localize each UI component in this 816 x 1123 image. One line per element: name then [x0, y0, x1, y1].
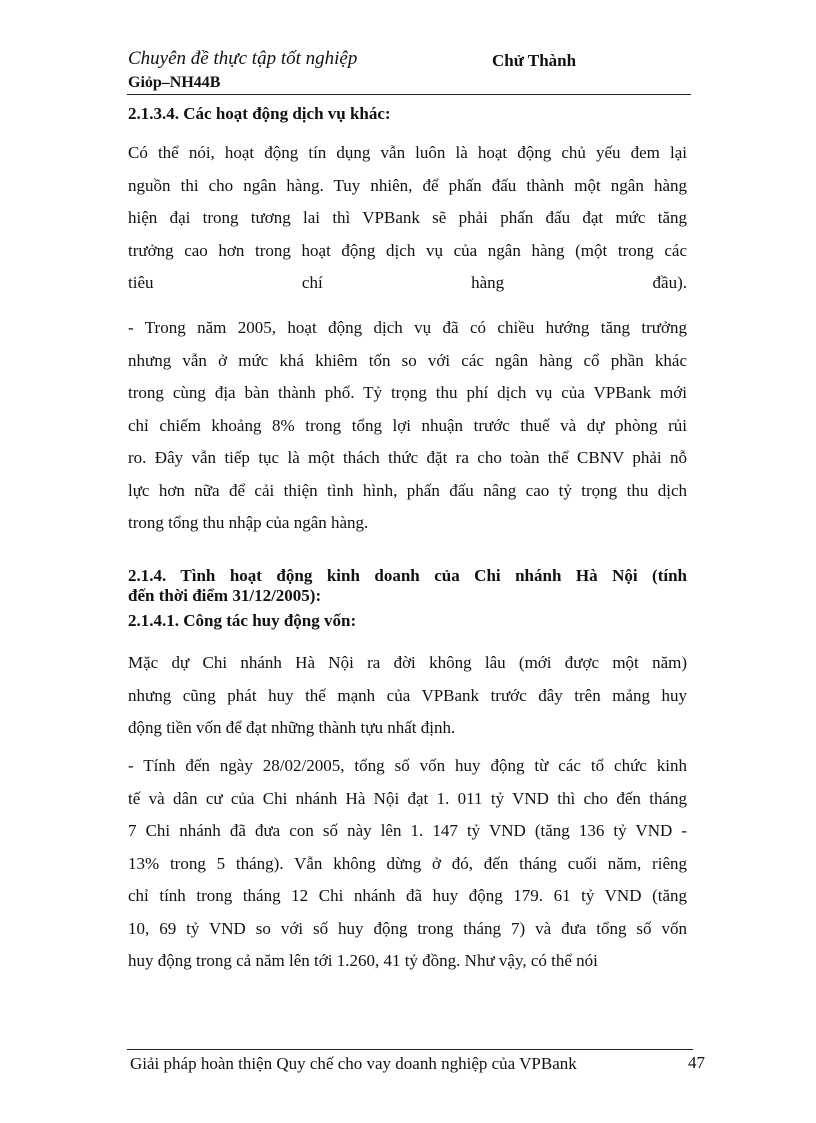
page-number: 47	[688, 1053, 705, 1072]
paragraph-line: huy động trong cả năm lên tới 1.260, 41 tỷ đồng. Như vậy, có thể nói	[128, 951, 598, 970]
paragraph-line: Có thể nói, hoạt động tín dụng vẫn luôn là hoạt động chủ yếu đem lại	[128, 143, 687, 162]
paragraph-line: tế và dân cư của Chi nhánh Hà Nội đạt 1. 011 tỷ VND thì cho đến tháng	[128, 788, 687, 808]
paragraph-line: hiện đại trong tương lai thì VPBank sẽ phải phấn đấu đạt mức tăng	[128, 208, 687, 227]
paragraph-line: chỉ tính trong tháng 12 Chi nhánh đã huy động 179. 61 tỷ VND (tăng	[128, 886, 687, 905]
paragraph-line: Mặc dự Chi nhánh Hà Nội ra đời không lâu (mới được một năm)	[128, 653, 687, 672]
paragraph-1	[128, 137, 687, 300]
header-title: Chuyên đề thực tập tốt nghiệp	[128, 48, 358, 69]
paragraph-line: trong tổng thu nhập của ngân hàng.	[128, 513, 369, 532]
paragraph-line: nguồn thi cho ngân hàng. Tuy nhiên, để phấn đấu thành một ngân hàng	[128, 175, 687, 195]
paragraph-line: chỉ chiếm khoảng 8% trong tổng lợi nhuận trước thuế và dự phòng rủi	[128, 415, 687, 435]
paragraph-4	[128, 750, 687, 978]
header-class-line: Giỏp–NH44B	[128, 74, 221, 91]
footer-divider	[127, 1049, 693, 1050]
section-heading-2-1-4-1: 2.1.4.1. Công tác huy động vốn:	[128, 611, 357, 630]
footer-text: Giải pháp hoàn thiện Quy chế cho vay doanh nghiệp của VPBank	[130, 1054, 577, 1073]
header-author: Chử Thành	[492, 51, 577, 70]
paragraph-line: 7 Chi nhánh đã đưa con số này lên 1. 147 tỷ VND (tăng 136 tỷ VND -	[128, 821, 687, 840]
paragraph-line: nhưng cũng phát huy thế mạnh của VPBank trước đây trên mảng huy	[128, 685, 687, 705]
paragraph-3	[128, 647, 687, 745]
paragraph-line: động tiền vốn để đạt những thành tựu nhất định.	[128, 718, 456, 737]
paragraph-line: nhưng vẫn ở mức khá khiêm tốn so với các ngân hàng cổ phần khác	[128, 350, 687, 370]
paragraph-line: - Trong năm 2005, hoạt động dịch vụ đã có chiều hướng tăng trưởng	[128, 318, 687, 337]
section-heading-2-1-4: 2.1.4. Tình hoạt động kinh doanh của Chi nhánh Hà Nội (tính	[128, 566, 687, 585]
paragraph-line: trong cùng địa bàn thành phố. Tỷ trọng thu phí dịch vụ của VPBank mới	[128, 383, 687, 402]
paragraph-line: - Tính đến ngày 28/02/2005, tổng số vốn huy động từ các tổ chức kinh	[128, 756, 687, 775]
section-heading-2-1-3-4: 2.1.3.4. Các hoạt động dịch vụ khác:	[128, 104, 391, 123]
paragraph-line: ro. Đây vẫn tiếp tục là một thách thức đặt ra cho toàn thể CBNV phải nỗ	[128, 448, 687, 467]
header-divider	[127, 94, 691, 95]
paragraph-line: lực hơn nữa để cải thiện tình hình, phấn đấu nâng cao tỷ trọng thu dịch	[128, 480, 687, 500]
paragraph-line: tiêu chí hàng đầu).	[128, 273, 687, 292]
paragraph-line: 10, 69 tỷ VND so với số huy động trong tháng 7) và đưa tổng số vốn	[128, 918, 687, 938]
paragraph-line: trưởng cao hơn trong hoạt động dịch vụ của ngân hàng (một trong các	[128, 240, 687, 260]
paragraph-2	[128, 312, 687, 540]
section-heading-2-1-4-cont: đến thời điểm 31/12/2005):	[128, 586, 322, 605]
paragraph-line: 13% trong 5 tháng). Vẫn không dừng ở đó, đến tháng cuối năm, riêng	[128, 853, 687, 873]
